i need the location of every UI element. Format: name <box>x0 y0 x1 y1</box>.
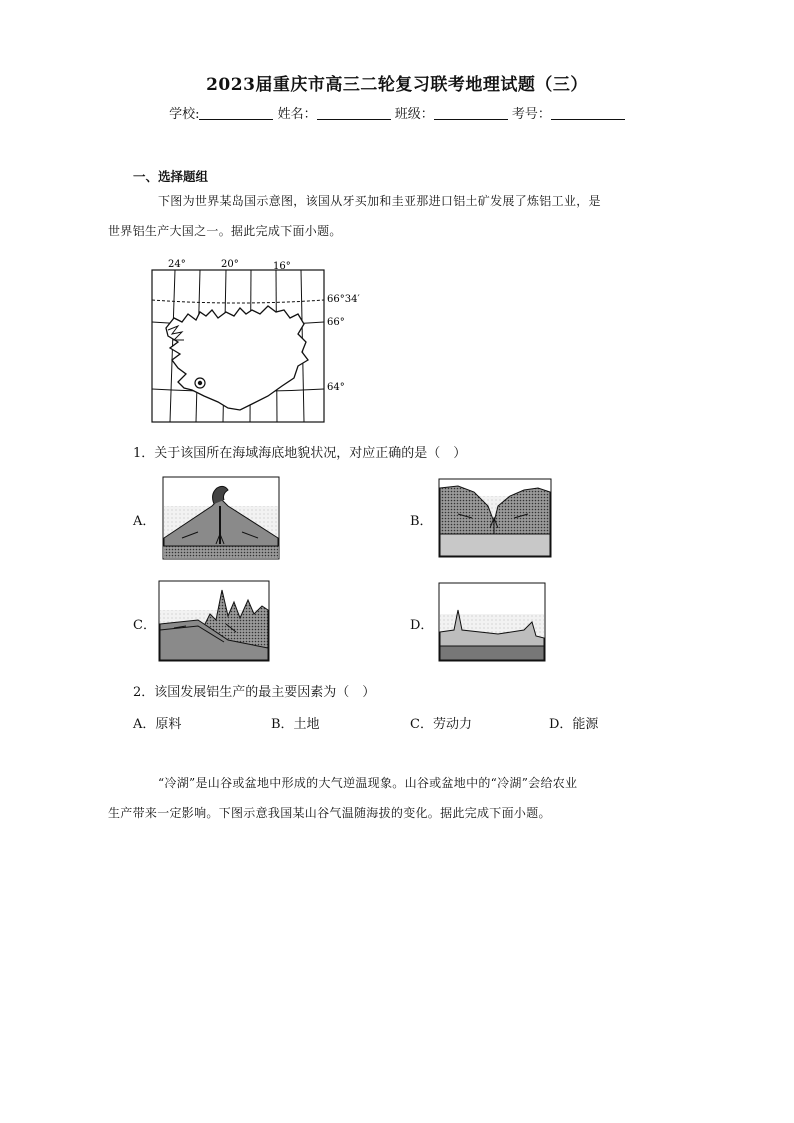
id-label: 考号： <box>511 107 551 122</box>
option-a-label[interactable]: A． <box>133 514 156 529</box>
choice-b[interactable]: B．土地 <box>271 717 320 732</box>
name-blank[interactable] <box>317 107 391 120</box>
lon-label-16: 16° <box>273 261 291 272</box>
choice-c[interactable]: C．劳动力 <box>410 717 472 732</box>
lon-label-24: 24° <box>168 259 186 270</box>
capital-dot <box>198 381 202 385</box>
school-label: 学校: <box>169 107 200 122</box>
class-label: 班级： <box>394 107 434 122</box>
name-label: 姓名： <box>277 107 317 122</box>
section-heading: 一、选择题组 <box>133 169 209 184</box>
question-1: 1．关于该国所在海域海底地貌状况，对应正确的是（ ） <box>133 446 467 461</box>
lat-label-64: 64° <box>327 382 345 393</box>
option-d-diagram[interactable] <box>438 582 546 662</box>
question-2: 2．该国发展铝生产的最主要因素为（ ） <box>133 685 376 700</box>
student-info-line <box>0 103 794 122</box>
passage-1-line-2: 世界铝生产大国之一。据此完成下面小题。 <box>108 224 342 238</box>
school-blank[interactable] <box>199 107 273 120</box>
option-d-label[interactable]: D． <box>410 618 434 633</box>
option-c-diagram[interactable] <box>158 580 270 662</box>
exam-title: 2023届重庆市高三二轮复习联考地理试题（三） <box>206 75 588 95</box>
option-b-label[interactable]: B． <box>410 514 433 529</box>
lon-label-20: 20° <box>221 259 239 270</box>
option-a-diagram[interactable] <box>162 476 280 560</box>
lat-label-66-34: 66°34′ <box>327 294 360 305</box>
id-blank[interactable] <box>551 107 625 120</box>
passage-2-line-1: “冷湖”是山谷或盆地中形成的大气逆温现象。山谷或盆地中的“冷湖”会给农业 <box>158 776 578 790</box>
choice-d[interactable]: D．能源 <box>549 717 599 732</box>
passage-1-line-1: 下图为世界某岛国示意图，该国从牙买加和圭亚那进口铝土矿发展了炼铝工业，是 <box>158 194 601 208</box>
option-b-diagram[interactable] <box>438 478 552 558</box>
island-map <box>148 256 368 426</box>
choice-a[interactable]: A．原料 <box>133 717 182 732</box>
option-c-label[interactable]: C． <box>133 618 156 633</box>
passage-2-line-2: 生产带来一定影响。下图示意我国某山谷气温随海拔的变化。据此完成下面小题。 <box>108 806 551 820</box>
passage-2 <box>108 768 663 828</box>
class-blank[interactable] <box>434 107 508 120</box>
lat-label-66: 66° <box>327 317 345 328</box>
passage-1 <box>108 186 663 246</box>
